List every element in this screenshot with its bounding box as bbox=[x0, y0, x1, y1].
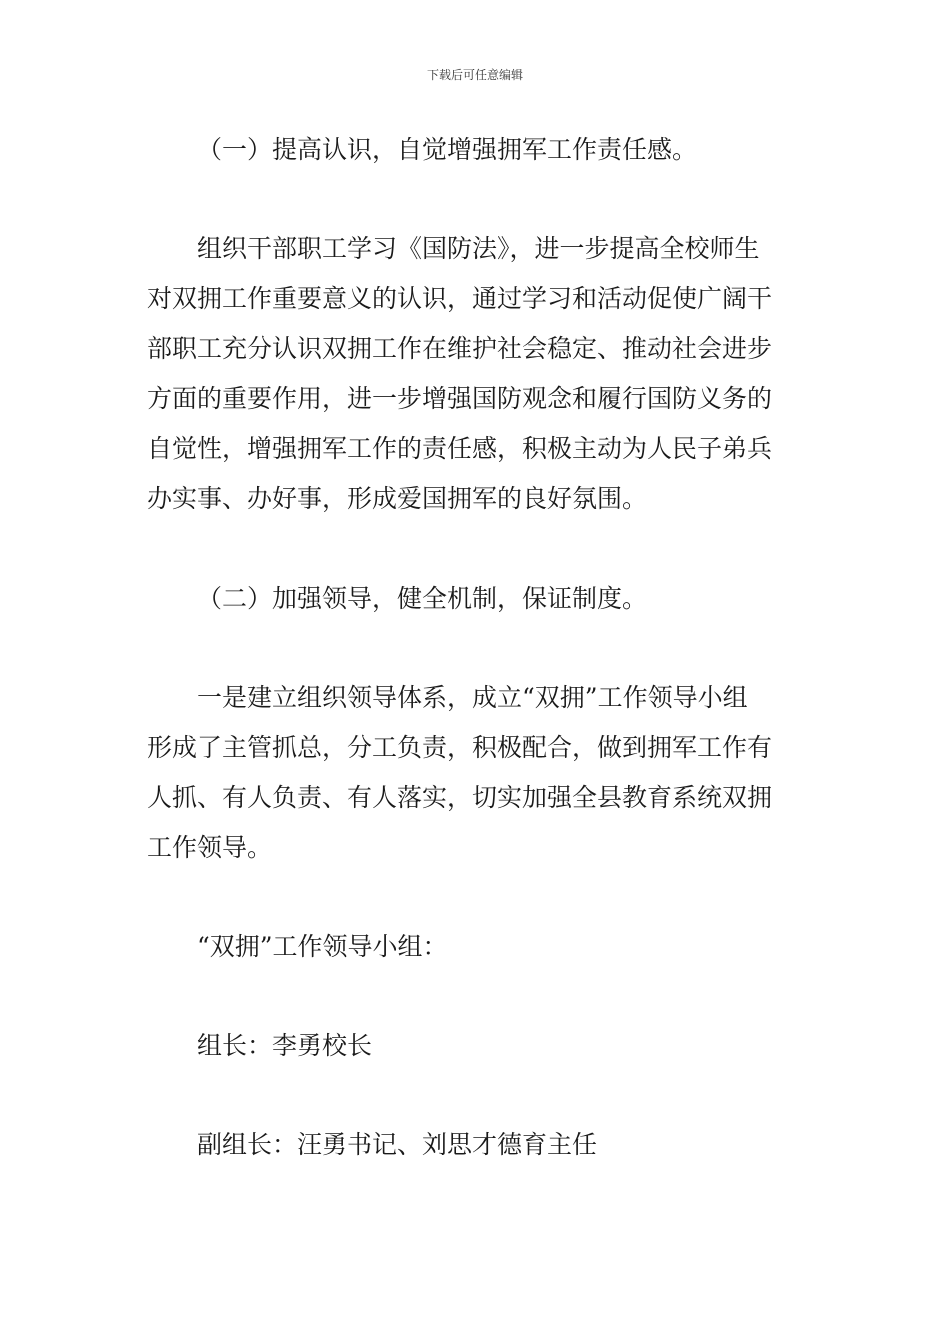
paragraph-line: 工作领导。 bbox=[147, 833, 273, 862]
section-2-heading: （二）加强领导，健全机制，保证制度。 bbox=[197, 584, 648, 613]
header-note: 下载后可任意编辑 bbox=[426, 68, 523, 82]
group-deputy-leader: 副组长：汪勇书记、刘思才德育主任 bbox=[197, 1130, 598, 1159]
paragraph-line: 部职工充分认识双拥工作在维护社会稳定、推动社会进步 bbox=[147, 334, 773, 363]
paragraph-line: 对双拥工作重要意义的认识，通过学习和活动促使广阔干 bbox=[147, 284, 773, 313]
paragraph-line: 方面的重要作用，进一步增强国防观念和履行国防义务的 bbox=[147, 384, 773, 413]
paragraph-line: 自觉性，增强拥军工作的责任感，积极主动为人民子弟兵 bbox=[147, 434, 773, 463]
paragraph-line: 组织干部职工学习《国防法》，进一步提高全校师生 bbox=[197, 234, 760, 263]
paragraph-line: 人抓、有人负责、有人落实，切实加强全县教育系统双拥 bbox=[147, 783, 773, 812]
paragraph-line: 形成了主管抓总，分工负责，积极配合，做到拥军工作有 bbox=[147, 733, 773, 762]
paragraph-line: 一是建立组织领导体系，成立“双拥”工作领导小组 bbox=[197, 683, 748, 712]
group-leader: 组长：李勇校长 bbox=[197, 1031, 373, 1060]
paragraph-line: 办实事、办好事，形成爱国拥军的良好氛围。 bbox=[147, 484, 648, 513]
group-title: “双拥”工作领导小组： bbox=[197, 932, 448, 961]
section-1-heading: （一）提高认识，自觉增强拥军工作责任感。 bbox=[197, 135, 698, 164]
